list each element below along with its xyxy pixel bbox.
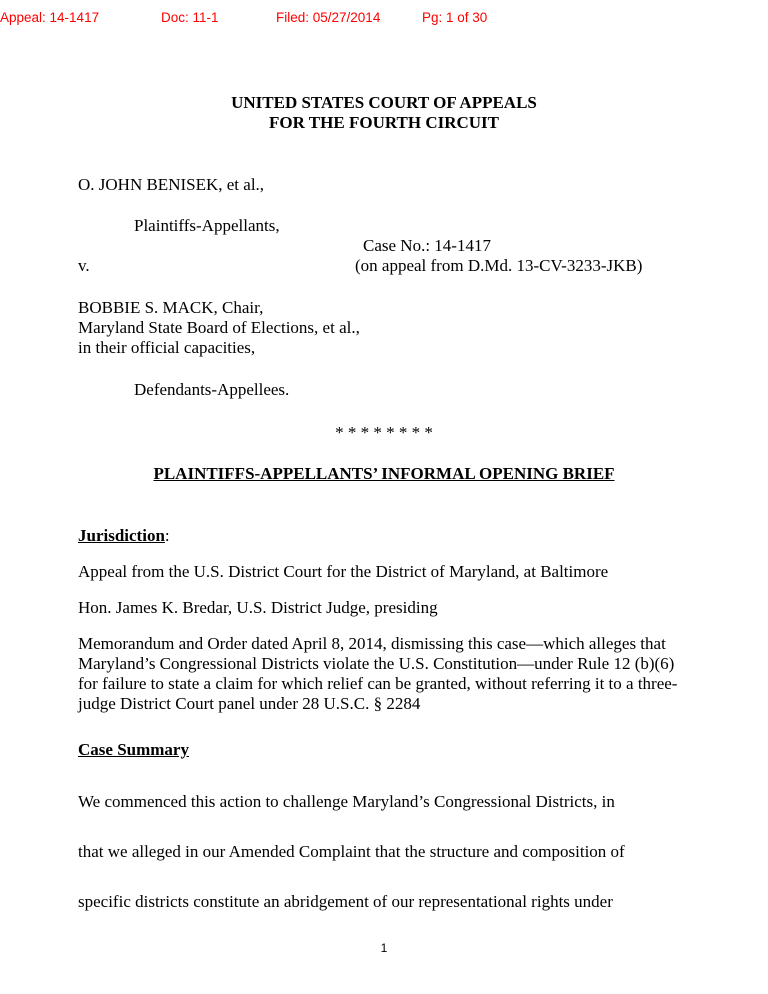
versus: v. — [78, 256, 90, 275]
brief-title: PLAINTIFFS-APPELLANTS’ INFORMAL OPENING BRIEF — [153, 464, 615, 483]
defendant-name: BOBBIE S. MACK, Chair, — [78, 298, 264, 317]
defendant-capacity: in their official capacities, — [78, 338, 256, 357]
jurisdiction-heading-text: Jurisdiction — [78, 526, 165, 545]
page-number: 1 — [380, 941, 388, 955]
page-indicator: Pg: 1 of 30 — [422, 10, 488, 25]
doc-number: Doc: 11-1 — [161, 10, 219, 25]
plaintiff-role: Plaintiffs-Appellants, — [134, 216, 280, 235]
court-name-line2: FOR THE FOURTH CIRCUIT — [268, 113, 500, 132]
defendant-role: Defendants-Appellees. — [134, 380, 290, 399]
plaintiff-name: O. JOHN BENISEK, et al., — [78, 175, 265, 194]
jurisdiction-order: Memorandum and Order dated April 8, 2014, dismissing this case—which alleges that Maryland’s Congressional Districts violate the U.S. Constitution—under Rule 12 (b)(6) for failure to state a claim for which relief can be granted, without referring it to a three-judge District Court panel under 28 U.S.C. § 2284 — [78, 634, 678, 713]
jurisdiction-court: Appeal from the U.S. District Court for the District of Maryland, at Baltimore — [78, 562, 609, 581]
case-summary-line2: that we alleged in our Amended Complaint that the structure and composition of — [78, 842, 625, 861]
jurisdiction-judge: Hon. James K. Bredar, U.S. District Judge, presiding — [78, 598, 438, 617]
jurisdiction-heading — [78, 526, 170, 546]
filing-header — [0, 10, 768, 30]
case-summary-line1: We commenced this action to challenge Maryland’s Congressional Districts, in — [78, 792, 615, 811]
appeal-origin: (on appeal from D.Md. 13-CV-3233-JKB) — [355, 256, 643, 275]
section-separator: * * * * * * * * — [335, 423, 433, 442]
filed-date: Filed: 05/27/2014 — [276, 10, 381, 25]
appeal-number: Appeal: 14-1417 — [0, 10, 100, 25]
jurisdiction-colon: : — [164, 526, 170, 545]
defendant-agency: Maryland State Board of Elections, et al., — [78, 318, 360, 337]
case-summary-heading: Case Summary — [78, 740, 189, 759]
case-number: Case No.: 14-1417 — [363, 236, 491, 255]
case-summary-line3: specific districts constitute an abridgement of our representational rights under — [78, 892, 613, 911]
court-name-line1: UNITED STATES COURT OF APPEALS — [231, 93, 537, 112]
